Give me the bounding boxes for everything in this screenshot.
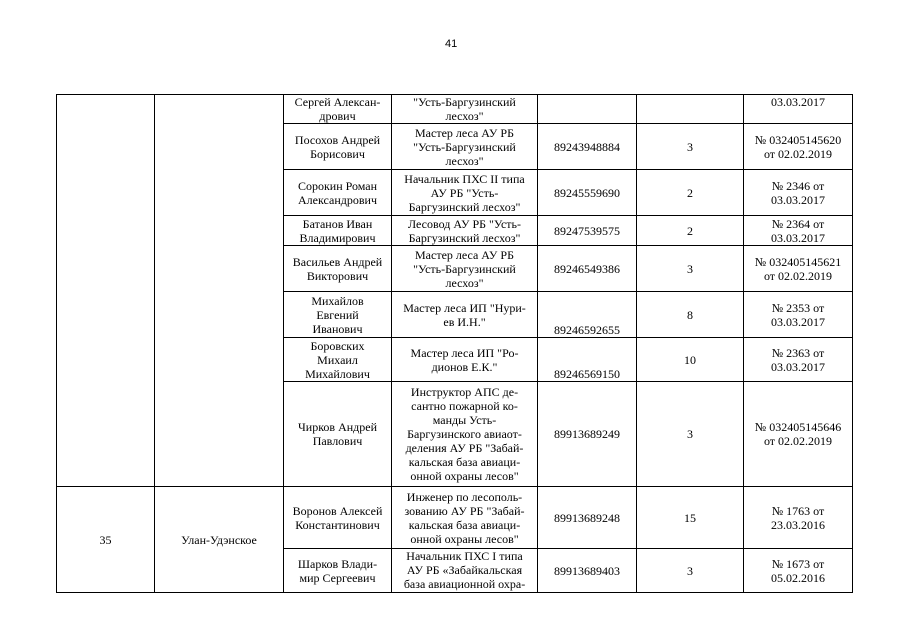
name-cell: Васильев Андрей Викторович bbox=[284, 246, 392, 292]
name-cell: Чирков Андрей Павлович bbox=[284, 382, 392, 487]
count-cell: 3 bbox=[637, 124, 744, 170]
position-cell: Начальник ПХС II типа АУ РБ "Усть- Баргузинский лесхоз" bbox=[392, 170, 538, 216]
name-cell: Батанов Иван Владимирович bbox=[284, 216, 392, 246]
name-cell: Шарков Влади- мир Сергеевич bbox=[284, 549, 392, 593]
table-row bbox=[57, 487, 853, 549]
responsible-persons-table bbox=[56, 94, 853, 593]
district-cell: Улан-Удэнское bbox=[155, 487, 284, 593]
phone-cell: 89913689248 bbox=[538, 487, 637, 549]
count-cell: 10 bbox=[637, 338, 744, 382]
count-cell: 2 bbox=[637, 170, 744, 216]
name-cell: Посохов Андрей Борисович bbox=[284, 124, 392, 170]
number-cell: 35 bbox=[57, 487, 155, 593]
document-cell: 03.03.2017 bbox=[744, 95, 853, 124]
position-cell: Лесовод АУ РБ "Усть- Баргузинский лесхоз" bbox=[392, 216, 538, 246]
position-cell: "Усть-Баргузинский лесхоз" bbox=[392, 95, 538, 124]
position-cell: Мастер леса АУ РБ "Усть-Баргузинский лесхоз" bbox=[392, 124, 538, 170]
count-cell: 3 bbox=[637, 549, 744, 593]
document-cell: № 2363 от 03.03.2017 bbox=[744, 338, 853, 382]
position-cell: Мастер леса АУ РБ "Усть-Баргузинский лесхоз" bbox=[392, 246, 538, 292]
table-row bbox=[57, 95, 853, 124]
name-cell: Боровских Михаил Михайлович bbox=[284, 338, 392, 382]
name-cell: Сорокин Роман Александрович bbox=[284, 170, 392, 216]
count-cell: 8 bbox=[637, 292, 744, 338]
document-cell: № 032405145646 от 02.02.2019 bbox=[744, 382, 853, 487]
phone-cell: 89247539575 bbox=[538, 216, 637, 246]
position-cell: Инженер по лесополь- зованию АУ РБ "Забай- кальская база авиаци- онной охраны лесов" bbox=[392, 487, 538, 549]
document-cell: № 1763 от 23.03.2016 bbox=[744, 487, 853, 549]
position-cell: Начальник ПХС I типа АУ РБ «Забайкальская база авиационной охра- bbox=[392, 549, 538, 593]
position-cell: Инструктор АПС де- сантно пожарной ко- манды Усть- Баргузинского авиаот- деления АУ РБ "Забай- кальская база авиаци- онной охраны лесов" bbox=[392, 382, 538, 487]
position-cell: Мастер леса ИП "Нури- ев И.Н." bbox=[392, 292, 538, 338]
name-cell: Михайлов Евгений Иванович bbox=[284, 292, 392, 338]
document-cell: № 2353 от 03.03.2017 bbox=[744, 292, 853, 338]
document-cell: № 032405145621 от 02.02.2019 bbox=[744, 246, 853, 292]
phone-cell: 89913689249 bbox=[538, 382, 637, 487]
count-cell bbox=[637, 95, 744, 124]
phone-cell: 89243948884 bbox=[538, 124, 637, 170]
count-cell: 15 bbox=[637, 487, 744, 549]
page-number: 41 bbox=[445, 38, 458, 50]
phone-cell: 89246592655 bbox=[538, 292, 637, 338]
district-cell bbox=[155, 95, 284, 487]
phone-cell: 89245559690 bbox=[538, 170, 637, 216]
document-cell: № 032405145620 от 02.02.2019 bbox=[744, 124, 853, 170]
document-cell: № 1673 от 05.02.2016 bbox=[744, 549, 853, 593]
name-cell: Сергей Алексан- дрович bbox=[284, 95, 392, 124]
phone-cell: 89246569150 bbox=[538, 338, 637, 382]
phone-cell: 89913689403 bbox=[538, 549, 637, 593]
phone-cell: 89246549386 bbox=[538, 246, 637, 292]
number-cell bbox=[57, 95, 155, 487]
document-cell: № 2364 от 03.03.2017 bbox=[744, 216, 853, 246]
count-cell: 3 bbox=[637, 382, 744, 487]
count-cell: 2 bbox=[637, 216, 744, 246]
phone-cell bbox=[538, 95, 637, 124]
count-cell: 3 bbox=[637, 246, 744, 292]
name-cell: Воронов Алексей Константинович bbox=[284, 487, 392, 549]
document-cell: № 2346 от 03.03.2017 bbox=[744, 170, 853, 216]
position-cell: Мастер леса ИП "Ро- дионов Е.К." bbox=[392, 338, 538, 382]
